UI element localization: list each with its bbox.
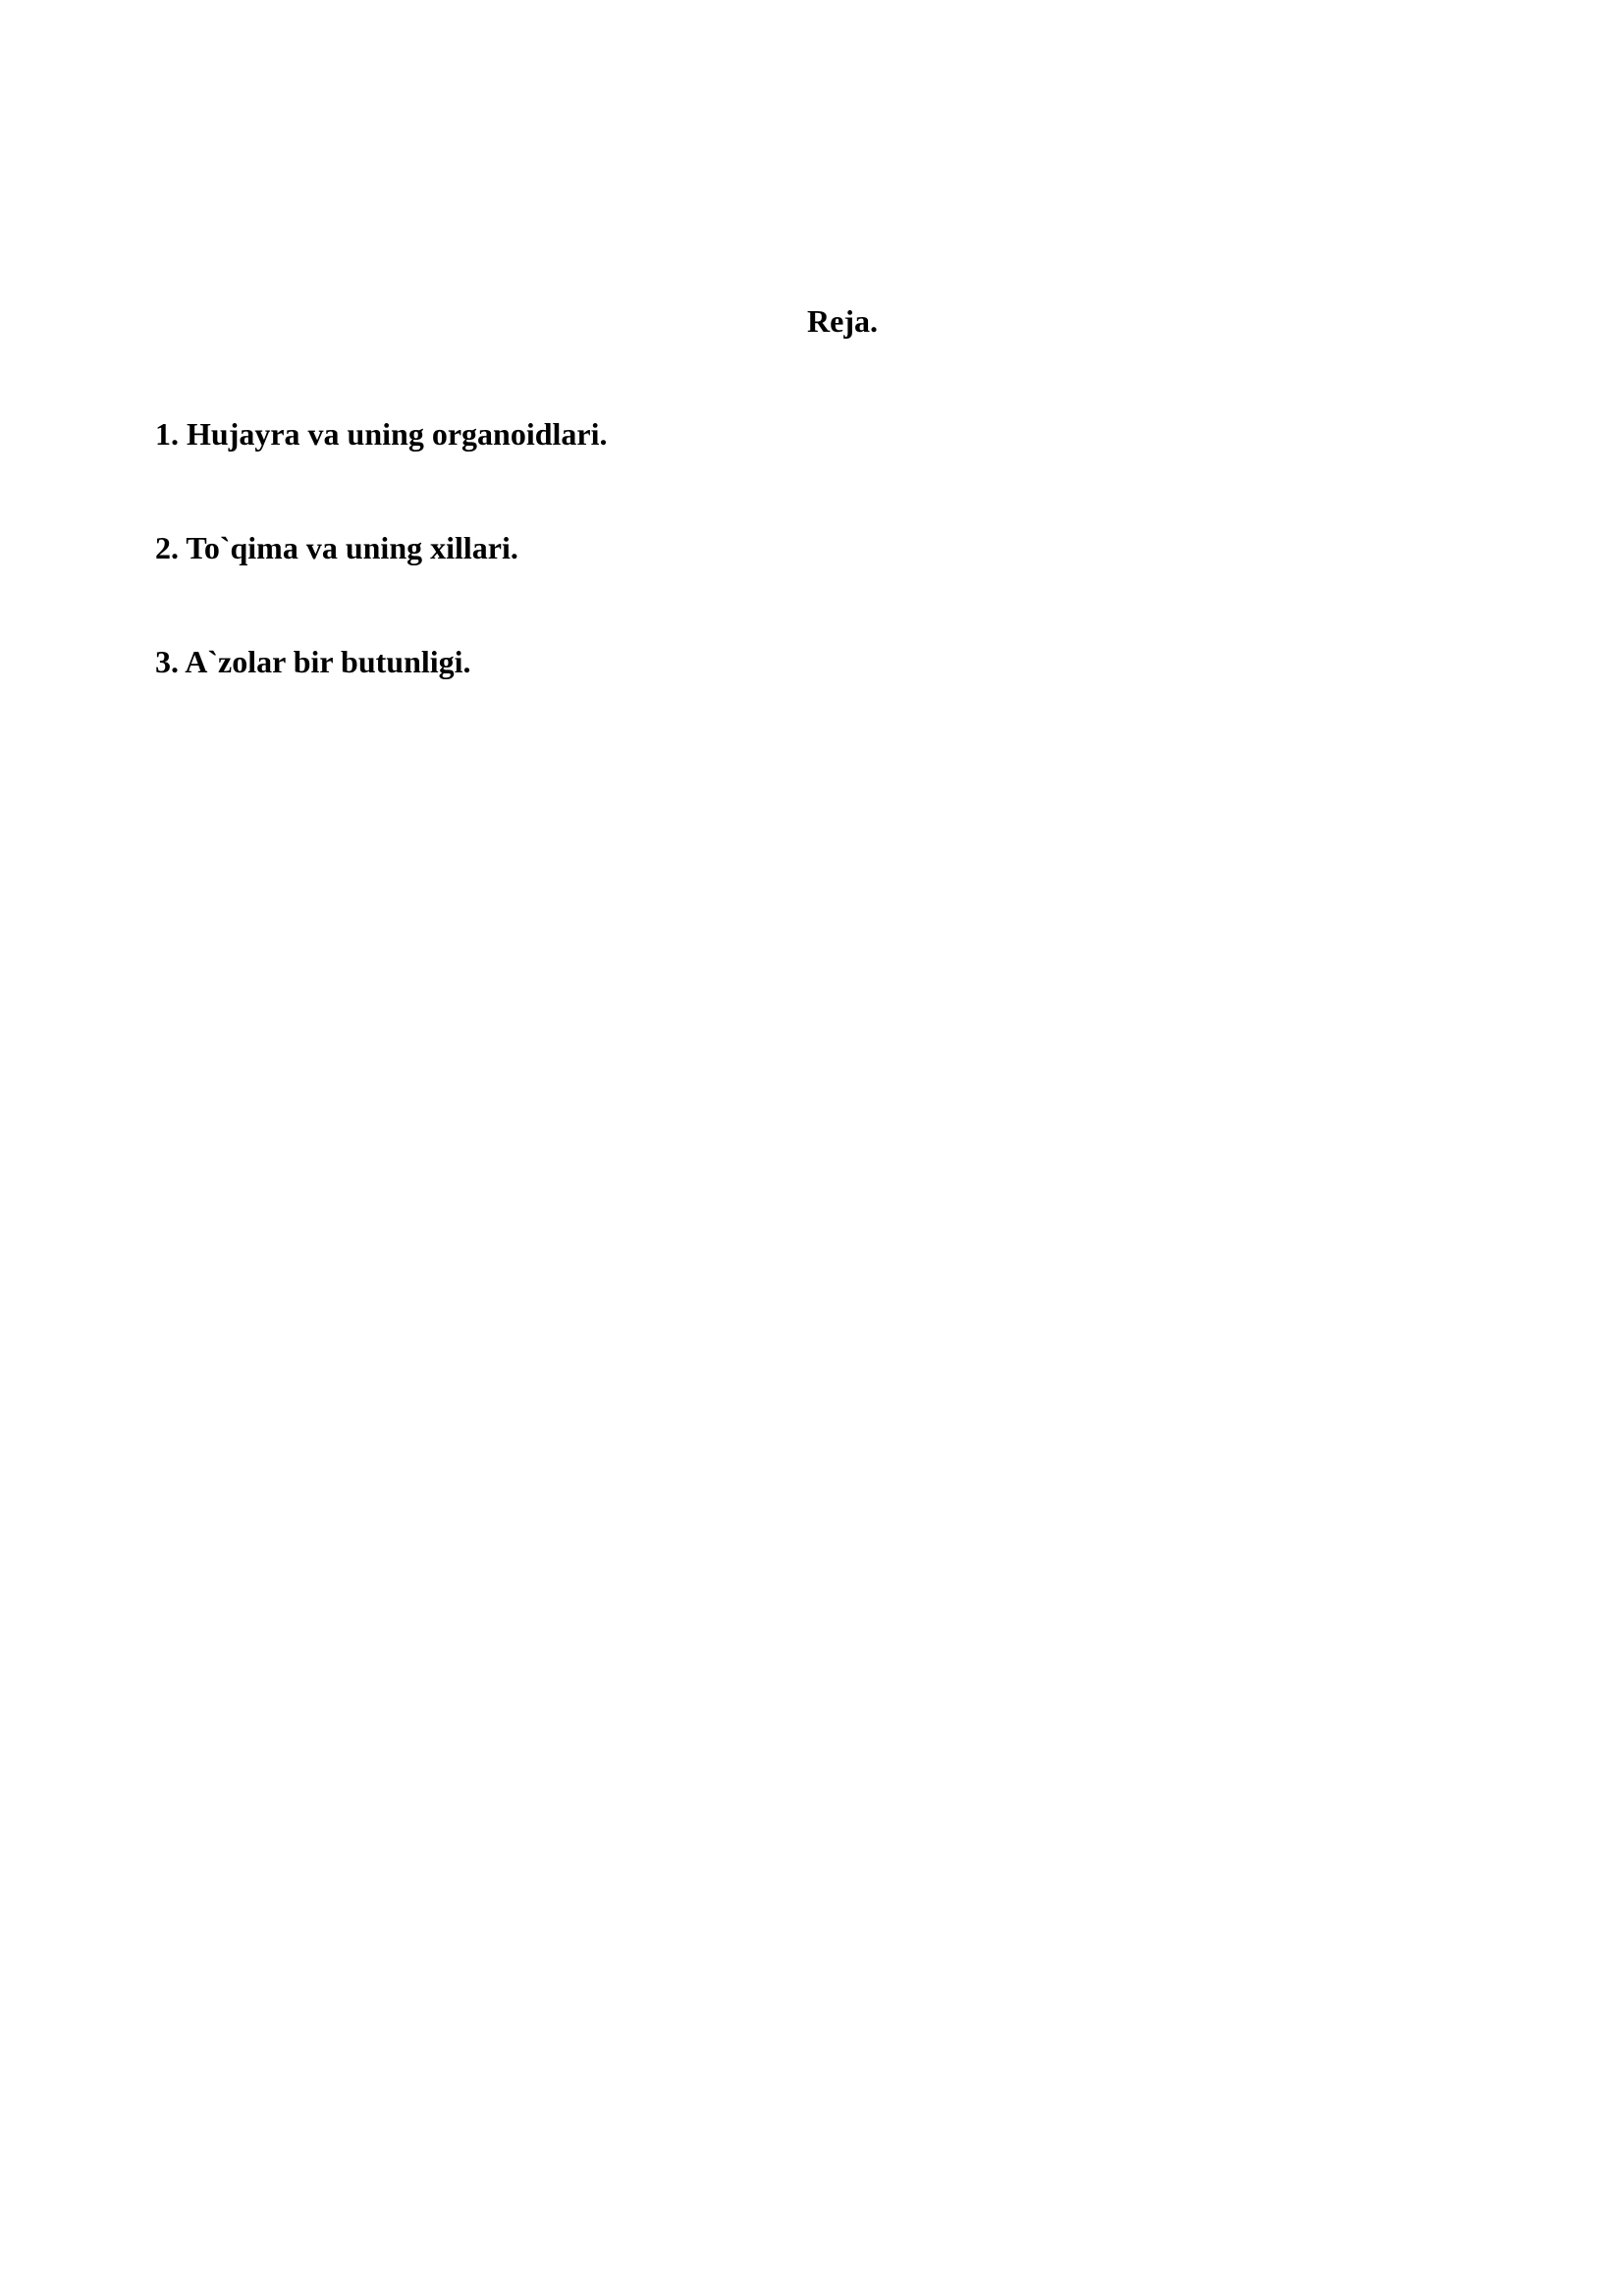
plan-item-3: 3. A`zolar bir butunligi. xyxy=(155,644,471,679)
plan-item-2: 2. To`qima va uning xillari. xyxy=(155,530,518,565)
plan-item-1: 1. Hujayra va uning organoidlari. xyxy=(155,416,608,452)
page-title: Reja. xyxy=(807,303,878,339)
